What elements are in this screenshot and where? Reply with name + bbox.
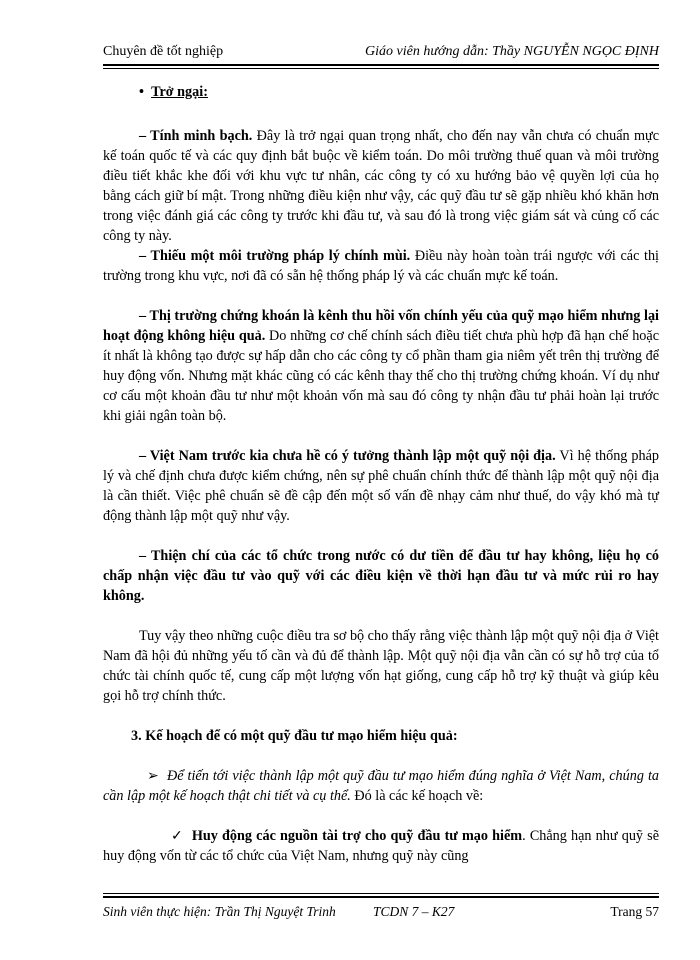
paragraph-stock-market: – Thị trường chứng khoán là kênh thu hồi vốn chính yếu của quỹ mạo hiểm nhưng lại hoạt động không hiệu quả. Do những cơ chế chính sách điều tiết chưa phù hợp đã hạn chế hoặc ít nhất là không tạo được sự hấp dẫn cho các công ty cổ phần tham gia niêm yết trên thị trường để huy động vốn. Nhưng mặt khác cũng có các kênh thay thế cho thị trường chứng khoán. Ví dụ như cơ cấu một khoản đầu tư như một khoản vốn mà sau đó công ty nhận đầu tư phải hoàn lại trước khi giải ngân toàn bộ. [103, 308, 659, 424]
section-heading [103, 82, 659, 102]
paragraph-funding: ✓ Huy động các nguồn tài trợ cho quỹ đầu tư mạo hiểm. Chẳng hạn như quỹ sẽ huy động vốn từ các tổ chức của Việt Nam, nhưng quỹ này cũng [103, 828, 659, 864]
checkmark-icon: ✓ [171, 828, 184, 844]
section-3-heading: 3. Kế hoạch để có một quỹ đầu tư mạo hiểm hiệu quả: [131, 728, 458, 744]
paragraph-goodwill: – Thiện chí của các tổ chức trong nước có dư tiền để đầu tư hay không, liệu họ có chấp nhận việc đầu tư vào quỹ với các điều kiện về thời hạn đầu tư và mức rủi ro hay không. [103, 548, 659, 604]
document-body [103, 82, 659, 866]
header-rule-thin [103, 68, 659, 69]
paragraph-survey: Tuy vậy theo những cuộc điều tra sơ bộ cho thấy rằng việc thành lập một quỹ nội địa ở Việt Nam đã hội đủ những yếu tố cần và đủ để thành lập. Một quỹ nội địa vẫn cần có sự hỗ trợ của tổ chức tài chính quốc tế, cung cấp một lượng vốn hạt giống, cung cấp hỗ trợ kỹ thuật và giúp kêu gọi hỗ trợ chính thức. [103, 628, 659, 704]
paragraph-transparency: – Tính minh bạch. Đây là trở ngại quan trọng nhất, cho đến nay vẫn chưa có chuẩn mực kế toán quốc tế và các quy định bắt buộc về kiểm toán. Do môi trường thuế quan và môi trường điều tiết khắc khe đối với khu vực tư nhân, các công ty có xu hướng bảo vệ quyền lợi của họ bằng cách giữ bí mật. Trong những điều kiện như vậy, các quỹ đầu tư sẽ gặp nhiều khó khăn hơn trong việc đánh giá các công ty trước khi đầu tư, và sau đó là trong việc giám sát và củng cố các công ty này. [103, 128, 659, 244]
header-right-text: Giáo viên hướng dẫn: Thầy NGUYỄN NGỌC ĐỊNH [365, 44, 659, 59]
paragraph-plan-intro: ➢ Để tiến tới việc thành lập một quỹ đầu tư mạo hiểm đúng nghĩa ở Việt Nam, chúng ta cần lập một kế hoạch thật chi tiết và cụ thể. Đó là các kế hoạch về: [103, 768, 660, 804]
paragraph-domestic-fund: – Việt Nam trước kia chưa hề có ý tưởng thành lập một quỹ nội địa. Vì hệ thống pháp lý và chế định chưa được kiểm chứng, nên sự phê chuẩn chính thức để thành lập một quỹ nội địa là cần thiết. Việc phê chuẩn sẽ đề cập đến một số vấn đề nhạy cảm như thuế, do vậy khó mà tự động thành lập một quỹ như vậy. [103, 448, 660, 524]
page-number: Trang 57 [610, 904, 659, 919]
page-footer [103, 893, 659, 923]
arrow-icon: ➢ [147, 768, 159, 784]
heading-text: Trở ngại: [151, 84, 208, 100]
header-rule-thick [103, 64, 659, 66]
footer-student: Sinh viên thực hiện: Trần Thị Nguyệt Trinh [103, 904, 336, 919]
footer-class: TCDN 7 – K27 [373, 904, 455, 919]
bullet-icon: • [139, 84, 144, 100]
page-header [103, 40, 659, 64]
footer-rule-thick [103, 896, 659, 898]
header-left-text: Chuyên đề tốt nghiệp [103, 44, 224, 59]
paragraph-legal-environment: – Thiếu một môi trường pháp lý chính mùi. Điều này hoàn toàn trái ngược với các thị trường trong khu vực, nơi đã có sẵn hệ thống pháp lý và các chuẩn mực kế toán. [103, 248, 659, 284]
footer-rule-thin [103, 893, 659, 894]
